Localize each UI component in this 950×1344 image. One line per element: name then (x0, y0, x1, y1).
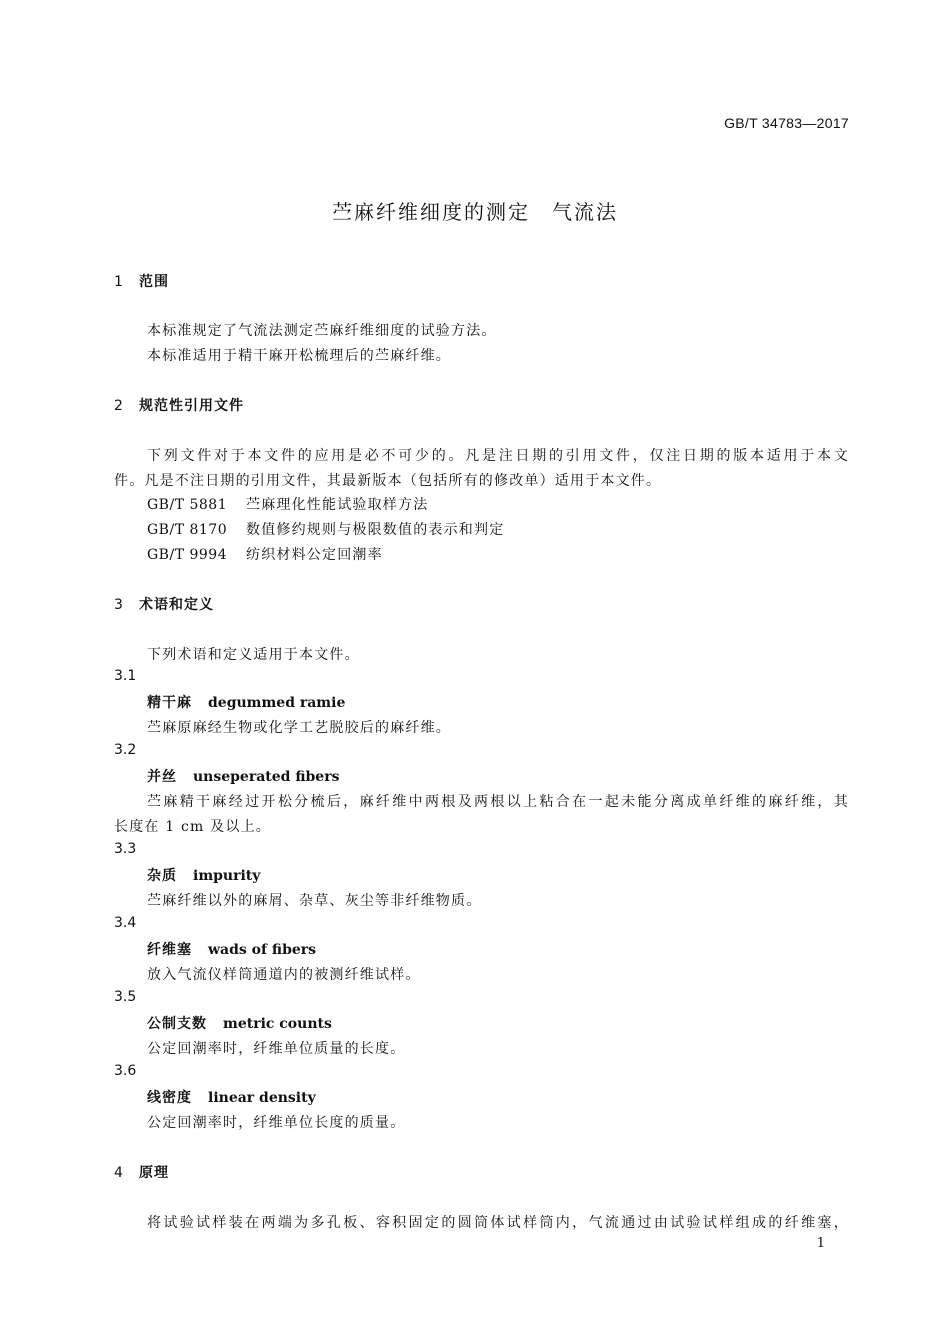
reference-title: 苎麻理化性能试验取样方法 (246, 497, 429, 513)
paragraph: 下列术语和定义适用于本文件。 (147, 647, 360, 663)
section-3-heading (114, 594, 214, 614)
section-title: 原理 (139, 1165, 169, 1181)
section-number: 3 (114, 597, 124, 613)
term-number: 3.3 (114, 841, 137, 857)
term-chinese: 公制支数 (147, 1016, 207, 1032)
term-english: linear density (208, 1090, 316, 1106)
section-title: 范围 (139, 274, 169, 290)
term-definition: 苎麻原麻经生物或化学工艺脱胶后的麻纤维。 (147, 720, 451, 736)
term-number: 3.1 (114, 668, 137, 684)
standard-code: GB/T 34783—2017 (724, 115, 849, 131)
term-definition-continued: 长度在 1 cm 及以上。 (114, 819, 271, 835)
term-number: 3.4 (114, 915, 137, 931)
term-definition: 放入气流仪样筒通道内的被测纤维试样。 (147, 967, 421, 983)
term-chinese: 纤维塞 (147, 942, 192, 958)
reference-code: GB/T 9994 (147, 547, 228, 563)
term-chinese: 精干麻 (147, 695, 192, 711)
reference-title: 数值修约规则与极限数值的表示和判定 (246, 522, 505, 538)
term-english: degummed ramie (208, 695, 346, 711)
term-number: 3.6 (114, 1063, 137, 1079)
term-heading (147, 766, 339, 786)
section-number: 4 (114, 1165, 124, 1181)
term-english: metric counts (223, 1016, 332, 1032)
term-english: unseperated fibers (193, 769, 340, 785)
term-english: wads of fibers (208, 942, 317, 958)
paragraph: 本标准适用于精干麻开松梳理后的苎麻纤维。 (147, 348, 451, 364)
term-heading (147, 1087, 316, 1107)
page-number: 1 (816, 1236, 825, 1251)
section-number: 1 (114, 274, 124, 290)
term-number: 3.5 (114, 989, 137, 1005)
section-4-heading (114, 1162, 169, 1182)
term-heading (147, 1013, 332, 1033)
term-definition: 公定回潮率时，纤维单位质量的长度。 (147, 1041, 406, 1057)
term-definition: 苎麻精干麻经过开松分梳后，麻纤维中两根及两根以上粘合在一起未能分离成单纤维的麻纤维，其 (147, 794, 849, 810)
term-definition: 公定回潮率时，纤维单位长度的质量。 (147, 1115, 406, 1131)
term-number: 3.2 (114, 742, 137, 758)
term-definition: 苎麻纤维以外的麻屑、杂草、灰尘等非纤维物质。 (147, 893, 482, 909)
term-heading (147, 692, 345, 712)
paragraph: 件。凡是不注日期的引用文件，其最新版本（包括所有的修改单）适用于本文件。 (114, 473, 662, 489)
paragraph: 下列文件对于本文件的应用是必不可少的。凡是注日期的引用文件，仅注日期的版本适用于本文 (147, 448, 849, 464)
document-title: 苎麻纤维细度的测定 气流法 (332, 200, 618, 224)
term-chinese: 杂质 (147, 868, 177, 884)
section-number: 2 (114, 398, 124, 414)
term-chinese: 线密度 (147, 1090, 192, 1106)
reference-item (147, 519, 504, 539)
reference-code: GB/T 5881 (147, 497, 228, 513)
paragraph: 将试验试样装在两端为多孔板、容积固定的圆筒体试样筒内，气流通过由试验试样组成的纤维塞， (147, 1215, 849, 1231)
term-heading (147, 939, 316, 959)
section-1-heading (114, 271, 169, 291)
section-title: 规范性引用文件 (139, 398, 244, 414)
reference-code: GB/T 8170 (147, 522, 228, 538)
reference-title: 纺织材料公定回潮率 (246, 547, 383, 563)
reference-item (147, 544, 383, 564)
section-title: 术语和定义 (139, 597, 214, 613)
term-heading (147, 865, 260, 885)
paragraph: 本标准规定了气流法测定苎麻纤维细度的试验方法。 (147, 323, 497, 339)
reference-item (147, 494, 428, 514)
term-english: impurity (193, 868, 261, 884)
section-2-heading (114, 395, 244, 415)
term-chinese: 并丝 (147, 769, 177, 785)
